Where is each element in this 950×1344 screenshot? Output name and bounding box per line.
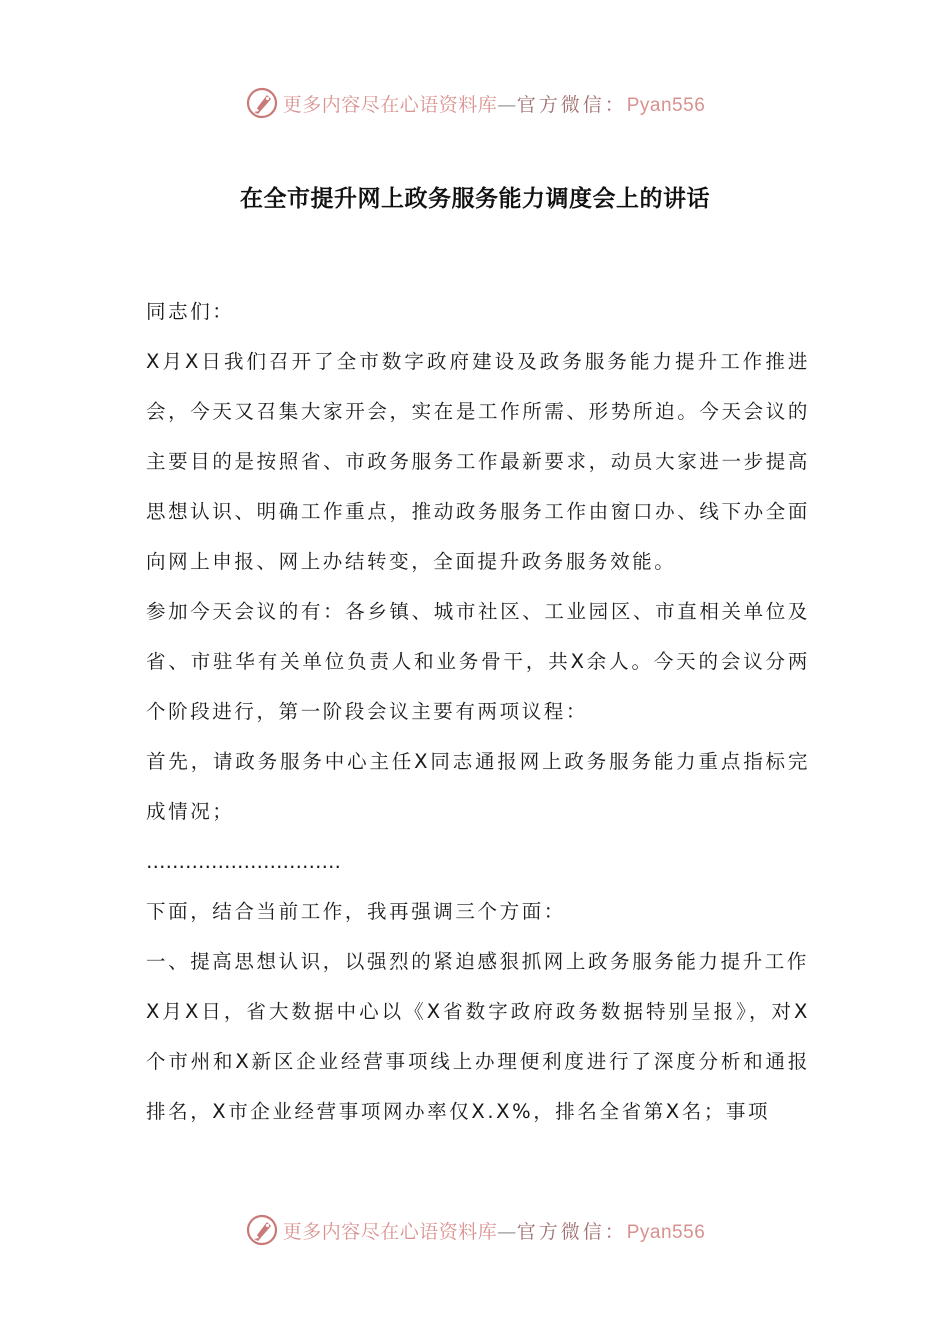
watermark-banner-top — [0, 83, 950, 123]
paragraph-transition: 下面，结合当前工作，我再强调三个方面： — [146, 900, 566, 923]
document-body — [146, 287, 810, 1137]
watermark-official-label: 官方微信： — [516, 1220, 627, 1243]
section-heading-1: 一、提高思想认识，以强烈的紧迫感狠抓网上政务服务能力提升工作 — [146, 950, 810, 973]
paragraph-section-1: X月X日，省大数据中心以《X省数字政府政务数据特别呈报》，对X个市州和X新区企业经营事项线上办理便利度进行了深度分析和通报排名，X市企业经营事项网办率仅X.X%，排名全省第X名；事项 — [146, 1000, 810, 1123]
ellipsis-separator: ………………………… — [146, 850, 341, 873]
watermark-official-label: 官方微信： — [516, 93, 627, 116]
pen-nib-logo-icon — [245, 1213, 279, 1247]
watermark-dash: — — [497, 1220, 517, 1243]
paragraph-agenda-first: 首先，请政务服务中心主任X同志通报网上政务服务能力重点指标完成情况； — [146, 750, 810, 823]
watermark-banner-bottom — [0, 1210, 950, 1250]
watermark-slogan: 更多内容尽在心语资料库 — [282, 93, 498, 116]
salutation: 同志们： — [146, 300, 235, 323]
document-title: 在全市提升网上政务服务能力调度会上的讲话 — [240, 186, 710, 212]
watermark-wechat-id: Pyan556 — [626, 94, 706, 116]
watermark-dash: — — [497, 93, 517, 116]
watermark-text — [283, 90, 706, 117]
watermark-wechat-id: Pyan556 — [626, 1221, 706, 1243]
paragraph-attendees: 参加今天会议的有：各乡镇、城市社区、工业园区、市直相关单位及省、市驻华有关单位负责人和业务骨干，共X余人。今天的会议分两个阶段进行，第一阶段会议主要有两项议程： — [146, 600, 810, 723]
watermark-text — [283, 1217, 706, 1244]
paragraph-intro: X月X日我们召开了全市数字政府建设及政务服务能力提升工作推进会，今天又召集大家开会，实在是工作所需、形势所迫。今天会议的主要目的是按照省、市政务服务工作最新要求，动员大家进一步提高思想认识、明确工作重点，推动政务服务工作由窗口办、线下办全面向网上申报、网上办结转变，全面提升政务服务效能。 — [146, 350, 810, 573]
watermark-slogan: 更多内容尽在心语资料库 — [282, 1220, 498, 1243]
pen-nib-logo-icon — [245, 86, 279, 120]
